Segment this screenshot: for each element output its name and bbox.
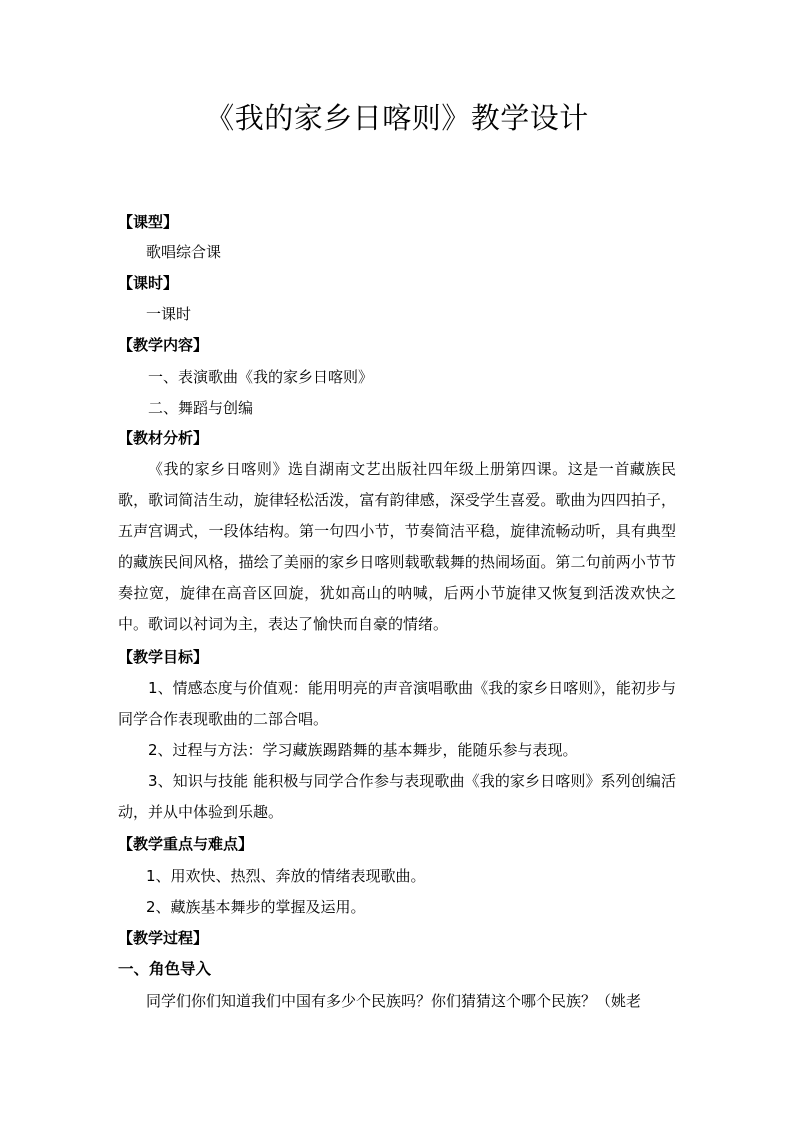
teaching-goal-item: 2、过程与方法：学习藏族踢踏舞的基本舞步，能随乐参与表现。	[148, 741, 578, 759]
lesson-type-heading: 【课型】	[118, 213, 179, 231]
process-step-heading: 一、角色导入	[118, 960, 212, 978]
key-point-item: 1、用欢快、热烈、奔放的情绪表现歌曲。	[146, 867, 426, 885]
teaching-content-heading: 【教学内容】	[118, 336, 209, 354]
process-step-text: 同学们你们知道我们中国有多少个民族吗？你们猜猜这个哪个民族？（姚老	[146, 992, 642, 1010]
material-analysis-paragraph: 《我的家乡日喀则》选自湖南文艺出版社四年级上册第四课。这是一首藏族民歌，歌词简洁生动，旋律轻松活泼，富有韵律感，深受学生喜爱。歌曲为四四拍子，五声宫调式，一段体结构。第一句四小节，节奏简洁平稳，旋律流畅动听，具有典型的藏族民间风格，描绘了美丽的家乡日喀则载歌载舞的热闹场面。第二句前两小节节奏拉宽，旋律在高音区回旋，犹如高山的呐喊，后两小节旋律又恢复到活泼欢快之中。歌词以衬词为主，表达了愉快而自豪的情绪。	[118, 460, 676, 633]
document-title: 《我的家乡日喀则》教学设计	[205, 101, 589, 135]
teaching-goal-item: 1、情感态度与价值观：能用明亮的声音演唱歌曲《我的家乡日喀则》，能初步与同学合作表现歌曲的二部合唱。	[118, 679, 676, 728]
class-hours-heading: 【课时】	[118, 274, 179, 292]
teaching-goals-heading: 【教学目标】	[118, 648, 209, 666]
teaching-content-item: 一、表演歌曲《我的家乡日喀则》	[148, 368, 374, 386]
key-point-item: 2、藏族基本舞步的掌握及运用。	[146, 898, 366, 916]
class-hours-content: 一课时	[146, 305, 192, 323]
material-analysis-heading: 【教材分析】	[118, 429, 209, 447]
key-points-heading: 【教学重点与难点】	[118, 835, 254, 853]
teaching-content-item: 二、舞蹈与创编	[148, 399, 254, 417]
teaching-goal-item: 3、知识与技能 能积极与同学合作参与表现歌曲《我的家乡日喀则》系列创编活动，并从中体验到乐趣。	[118, 772, 676, 821]
lesson-type-content: 歌唱综合课	[146, 243, 222, 261]
process-heading: 【教学过程】	[118, 929, 209, 947]
